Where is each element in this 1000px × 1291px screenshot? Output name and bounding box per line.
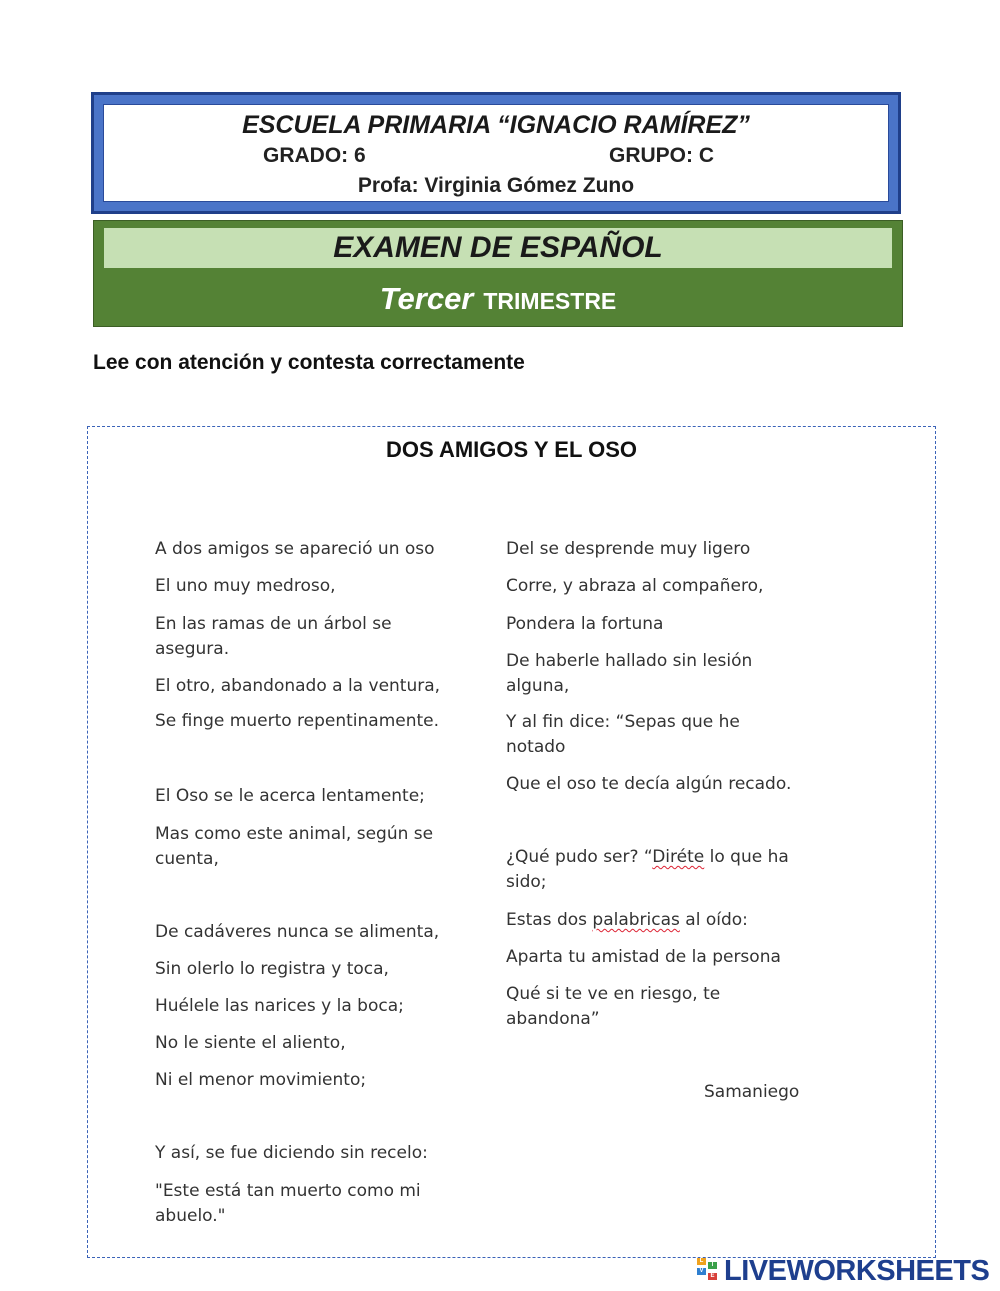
poem-line: Huélele las narices y la boca; — [155, 996, 404, 1016]
poem-line: Corre, y abraza al compañero, — [506, 576, 764, 596]
poem-line: Pondera la fortuna — [506, 614, 664, 634]
trimester-line — [94, 281, 902, 317]
poem-line: De cadáveres nunca se alimenta, — [155, 922, 440, 942]
trimester-label: TRIMESTRE — [483, 288, 617, 314]
poem-line: sido; — [506, 872, 547, 892]
instructions: Lee con atención y contesta correctamente — [93, 351, 525, 374]
logo-letter: L — [697, 1258, 706, 1265]
misspelled-word: palabricas — [592, 910, 680, 930]
poem-line: Qué si te ve en riesgo, te — [506, 984, 721, 1004]
grade-label: GRADO: 6 — [263, 144, 366, 167]
poem-line: Que el oso te decía algún recado. — [506, 774, 792, 794]
poem-line: Del se desprende muy ligero — [506, 539, 751, 559]
poem-line: Ni el menor movimiento; — [155, 1070, 367, 1090]
poem-line: Se finge muerto repentinamente. — [155, 711, 440, 731]
poem-author: Samaniego — [704, 1082, 800, 1102]
school-name: ESCUELA PRIMARIA “IGNACIO RAMÍREZ” — [242, 111, 750, 139]
poem-line: asegura. — [155, 639, 230, 659]
poem-line: Sin olerlo lo registra y toca, — [155, 959, 389, 979]
logo-letter: I — [708, 1262, 717, 1269]
poem-line: Y así, se fue diciendo sin recelo: — [155, 1143, 428, 1163]
poem-line: A dos amigos se apareció un oso — [155, 539, 435, 559]
logo-letter: E — [708, 1273, 717, 1280]
poem-line: ¿Qué pudo ser? “Diréte lo que ha — [506, 847, 789, 867]
poem-line: En las ramas de un árbol se — [155, 614, 392, 634]
poem-line: cuenta, — [155, 849, 219, 869]
poem-line: abuelo." — [155, 1206, 226, 1226]
poem-line: De haberle hallado sin lesión — [506, 651, 753, 671]
poem-title: DOS AMIGOS Y EL OSO — [385, 437, 638, 462]
poem-box — [87, 426, 936, 1258]
trimester-word: Tercer — [379, 281, 474, 316]
exam-title-band — [104, 228, 892, 268]
school-header — [91, 92, 901, 214]
liveworksheets-text: LIVEWORKSHEETS — [724, 1254, 990, 1287]
poem-line: Y al fin dice: “Sepas que he — [506, 712, 740, 732]
poem-line: Estas dos palabricas al oído: — [506, 910, 748, 930]
poem-line: El otro, abandonado a la ventura, — [155, 676, 441, 696]
poem-line: El Oso se le acerca lentamente; — [155, 786, 425, 806]
poem-line: Aparta tu amistad de la persona — [506, 947, 781, 967]
poem-line: abandona” — [506, 1009, 600, 1029]
teacher-name: Profa: Virginia Gómez Zuno — [357, 174, 635, 197]
poem-line: "Este está tan muerto como mi — [155, 1181, 421, 1201]
exam-title: EXAMEN DE ESPAÑOL — [333, 231, 663, 264]
poem-line: Mas como este animal, según se — [155, 824, 434, 844]
poem-line: notado — [506, 737, 566, 757]
poem-line: alguna, — [506, 676, 570, 696]
exam-banner — [93, 220, 903, 327]
group-label: GRUPO: C — [609, 144, 714, 167]
poem-line: El uno muy medroso, — [155, 576, 336, 596]
liveworksheets-logo — [697, 1256, 989, 1286]
poem-line: No le siente el aliento, — [155, 1033, 346, 1053]
logo-letter: V — [697, 1268, 706, 1275]
liveworksheets-icon — [697, 1258, 721, 1284]
misspelled-word: Diréte — [652, 847, 705, 867]
school-header-inner — [103, 104, 889, 202]
